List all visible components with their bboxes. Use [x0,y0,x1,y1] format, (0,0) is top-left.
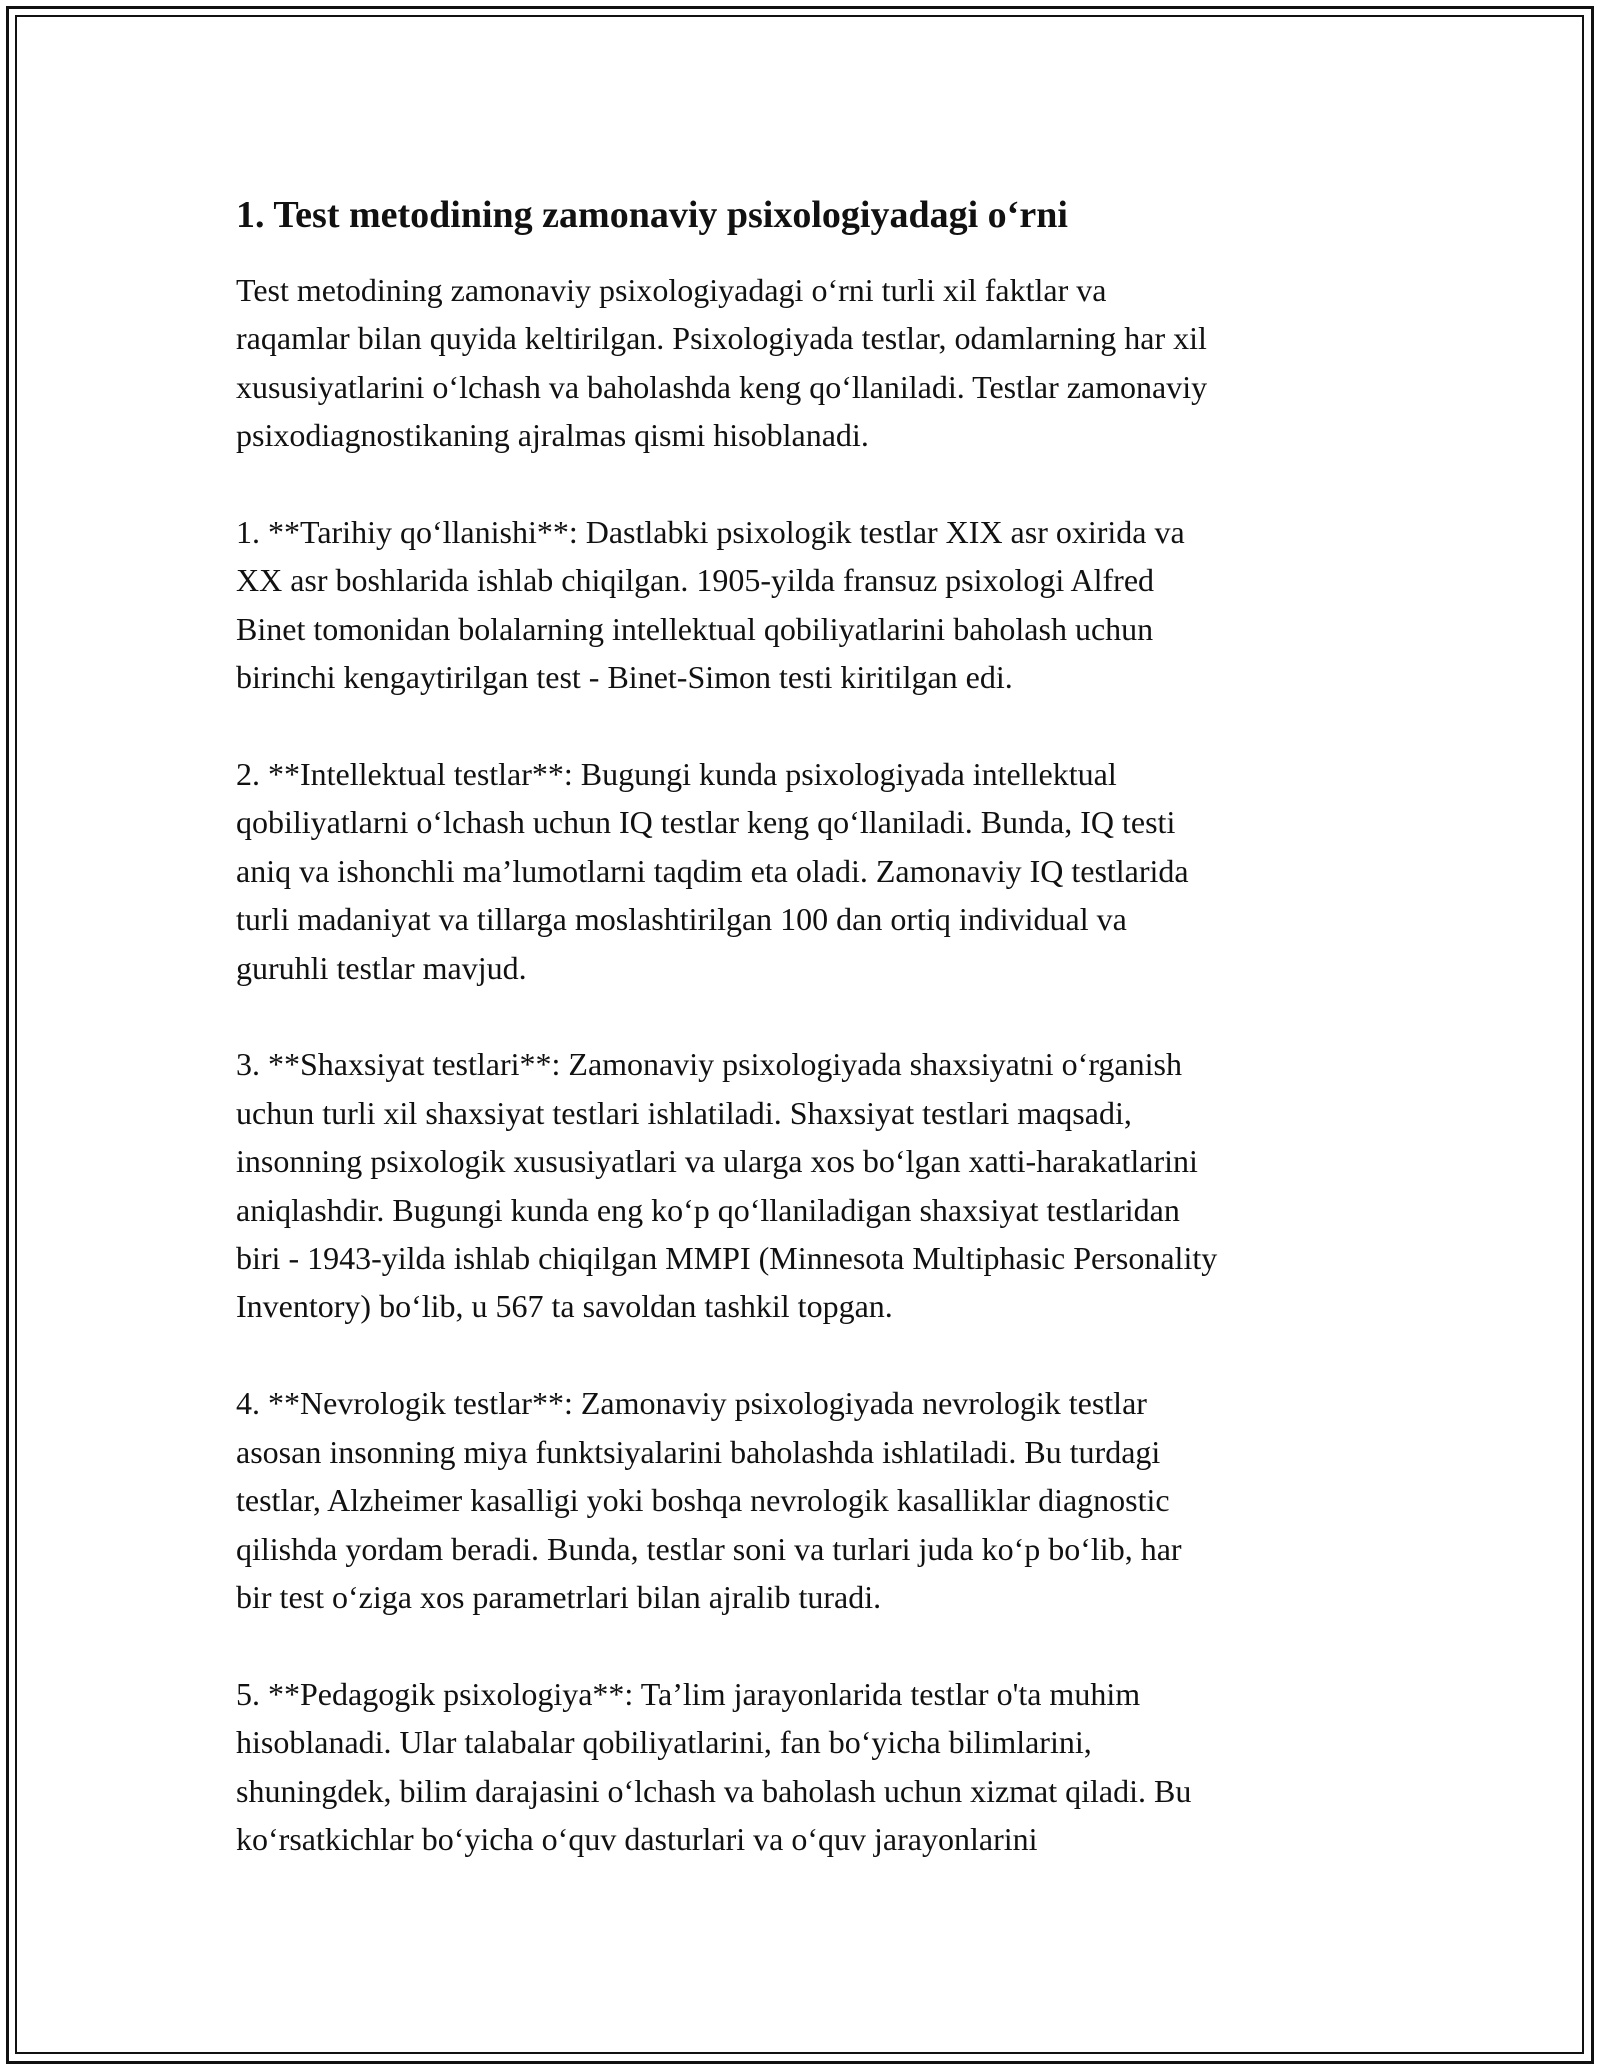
text-line: testlar, Alzheimer kasalligi yoki boshqa nevrologik kasalliklar diagnostic [236,1482,1170,1519]
document-body [236,186,1366,1912]
paragraph-item-4 [236,1379,1366,1621]
paragraph-item-2 [236,750,1366,992]
text-line: Inventory) bo‘lib, u 567 ta savoldan tashkil topgan. [236,1288,893,1325]
text-line: 3. **Shaxsiyat testlari**: Zamonaviy psixologiyada shaxsiyatni o‘rganish [236,1046,1182,1083]
text-line: 4. **Nevrologik testlar**: Zamonaviy psixologiyada nevrologik testlar [236,1385,1147,1422]
text-line: biri - 1943-yilda ishlab chiqilgan MMPI (Minnesota Multiphasic Personality [236,1240,1218,1277]
text-line: uchun turli xil shaxsiyat testlari ishlatiladi. Shaxsiyat testlari maqsadi, [236,1094,1132,1131]
text-line: raqamlar bilan quyida keltirilgan. Psixologiyada testlar, odamlarning har xil [236,320,1207,357]
text-line: 1. **Tarihiy qo‘llanishi**: Dastlabki psixologik testlar XIX asr oxirida va [236,514,1185,551]
paragraph-item-3 [236,1040,1366,1330]
text-line: turli madaniyat va tillarga moslashtirilgan 100 dan ortiq individual va [236,901,1127,938]
text-line: qobiliyatlarni o‘lchash uchun IQ testlar keng qo‘llaniladi. Bunda, IQ testi [236,804,1176,841]
text-line: psixodiagnostikaning ajralmas qismi hisoblanadi. [236,417,869,454]
text-line: guruhli testlar mavjud. [236,949,527,986]
text-line: aniq va ishonchli ma’lumotlarni taqdim eta oladi. Zamonaviy IQ testlarida [236,852,1189,889]
text-line: aniqlashdir. Bugungi kunda eng ko‘p qo‘llaniladigan shaxsiyat testlaridan [236,1191,1180,1228]
text-line: shuningdek, bilim darajasini o‘lchash va baholash uchun xizmat qiladi. Bu [236,1772,1192,1809]
text-line: birinchi kengaytirilgan test - Binet-Simon testi kiritilgan edi. [236,659,1013,696]
text-line: 5. **Pedagogik psixologiya**: Ta’lim jarayonlarida testlar o'ta muhim [236,1675,1141,1712]
paragraph-intro [236,266,1366,460]
paragraph-item-5 [236,1670,1366,1864]
text-line: hisoblanadi. Ular talabalar qobiliyatlarini, fan bo‘yicha bilimlarini, [236,1724,1092,1761]
text-line: ko‘rsatkichlar bo‘yicha o‘quv dasturlari va o‘quv jarayonlarini [236,1820,1038,1857]
paragraph-item-1 [236,508,1366,702]
section-heading: 1. Test metodining zamonaviy psixologiyadagi o‘rni [236,194,1068,236]
text-line: Test metodining zamonaviy psixologiyadagi o‘rni turli xil faktlar va [236,272,1107,308]
text-line: 2. **Intellektual testlar**: Bugungi kunda psixologiyada intellektual [236,756,1117,793]
text-line: qilishda yordam beradi. Bunda, testlar soni va turlari juda ko‘p bo‘lib, har [236,1530,1182,1567]
text-line: asosan insonning miya funktsiyalarini baholashda ishlatiladi. Bu turdagi [236,1433,1161,1470]
text-line: xususiyatlarini o‘lchash va baholashda keng qo‘llaniladi. Testlar zamonaviy [236,368,1208,405]
text-line: bir test o‘ziga xos parametrlari bilan ajralib turadi. [236,1578,882,1615]
text-line: XX asr boshlarida ishlab chiqilgan. 1905-yilda fransuz psixologi Alfred [236,562,1155,599]
text-line: insonning psixologik xususiyatlari va ularga xos bo‘lgan xatti-harakatlarini [236,1143,1198,1180]
text-line: Binet tomonidan bolalarning intellektual qobiliyatlarini baholash uchun [236,610,1154,647]
